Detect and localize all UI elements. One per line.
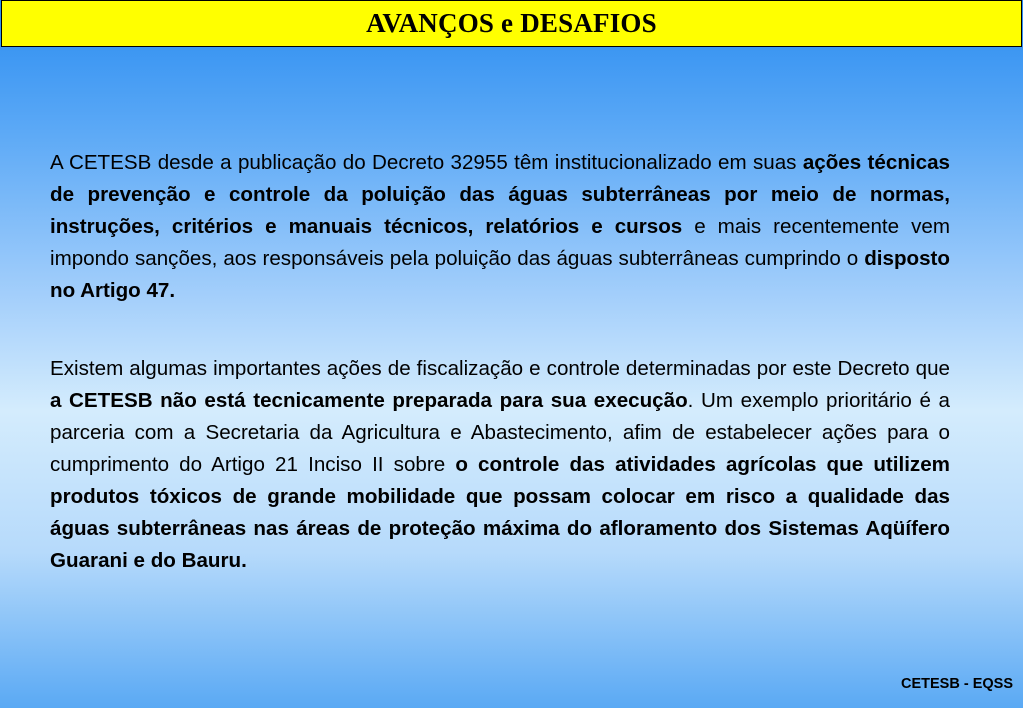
slide-title: AVANÇOS e DESAFIOS — [366, 8, 657, 38]
paragraph-1-bold-2: disposto no Artigo 47. — [50, 247, 950, 302]
paragraph-2-text-2: . Um exemplo prioritário é a parceria com a Secretaria da Agricultura e Abastecimento, afim de estabelecer ações para o cumprimento do Artigo 21 Inciso II sobre — [50, 389, 950, 476]
footer-label: CETESB - EQSS — [901, 676, 1013, 692]
title-bar — [1, 0, 1022, 47]
paragraph-1 — [50, 147, 950, 307]
paragraph-2 — [50, 353, 950, 577]
paragraph-2-bold-1: a CETESB não está tecnicamente preparada para sua execução — [50, 389, 688, 412]
paragraph-2-text-1: Existem algumas importantes ações de fiscalização e controle determinadas por este Decreto que — [50, 357, 950, 380]
paragraph-1-bold-1: ações técnicas de prevenção e controle da poluição das águas subterrâneas por meio de normas, instruções, critérios e manuais técnicos, relatórios e cursos — [50, 151, 950, 238]
paragraph-2-bold-2: o controle das atividades agrícolas que utilizem produtos tóxicos de grande mobilidade que possam colocar em risco a qualidade das águas subterrâneas nas áreas de proteção máxima do afloramento dos Sistemas Aqüífero Guarani e do Bauru. — [50, 453, 950, 572]
paragraph-1-text-1: A CETESB desde a publicação do Decreto 32955 têm institucionalizado em suas — [50, 151, 803, 174]
slide-content — [50, 147, 950, 577]
paragraph-1-text-2: e mais recentemente vem impondo sanções, aos responsáveis pela poluição das águas subterrâneas cumprindo o — [50, 215, 950, 270]
